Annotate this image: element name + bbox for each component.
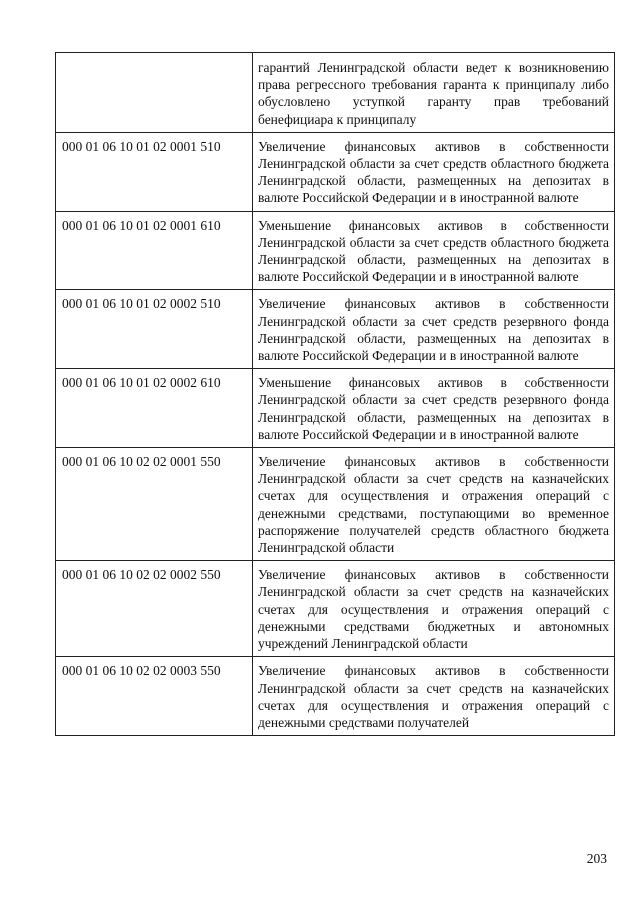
table-row	[56, 657, 615, 736]
code-cell	[56, 53, 253, 133]
code-cell: 000 01 06 10 01 02 0002 610	[56, 369, 253, 448]
description-cell: Увеличение финансовых активов в собственности Ленинградской области за счет средств на казначейских счетах для осуществления и отражения операций с денежными средствами получателей	[253, 657, 615, 736]
table-row	[56, 369, 615, 448]
description-cell: Уменьшение финансовых активов в собственности Ленинградской области за счет средств резервного фонда Ленинградской области, размещенных на депозитах в валюте Российской Федерации и в иностранной валюте	[253, 369, 615, 448]
code-cell: 000 01 06 10 02 02 0002 550	[56, 561, 253, 657]
table-row	[56, 290, 615, 369]
description-cell: Уменьшение финансовых активов в собственности Ленинградской области за счет средств областного бюджета Ленинградской области, размещенных на депозитах в валюте Российской Федерации и в иностранной валюте	[253, 211, 615, 290]
code-cell: 000 01 06 10 01 02 0002 510	[56, 290, 253, 369]
description-cell: Увеличение финансовых активов в собственности Ленинградской области за счет средств областного бюджета Ленинградской области, размещенных на депозитах в валюте Российской Федерации и в иностранной валюте	[253, 132, 615, 211]
description-cell: Увеличение финансовых активов в собственности Ленинградской области за счет средств на казначейских счетах для осуществления и отражения операций с денежными средствами бюджетных и автономных учреждений Ленинградской области	[253, 561, 615, 657]
table-row	[56, 448, 615, 561]
page-number: 203	[586, 851, 607, 866]
code-cell: 000 01 06 10 02 02 0003 550	[56, 657, 253, 736]
table-row	[56, 53, 615, 133]
budget-codes-table	[55, 52, 615, 736]
description-cell: Увеличение финансовых активов в собственности Ленинградской области за счет средств на казначейских счетах для осуществления и отражения операций с денежными средствами, поступающими во временное распоряжение получателей средств областного бюджета Ленинградской области	[253, 448, 615, 561]
code-cell: 000 01 06 10 01 02 0001 510	[56, 132, 253, 211]
description-cell: гарантий Ленинградской области ведет к возникновению права регрессного требования гаранта к принципалу либо обусловлено уступкой гаранту прав требований бенефициара к принципалу	[253, 53, 615, 133]
table-row	[56, 561, 615, 657]
code-cell: 000 01 06 10 01 02 0001 610	[56, 211, 253, 290]
description-cell: Увеличение финансовых активов в собственности Ленинградской области за счет средств резервного фонда Ленинградской области, размещенных на депозитах в валюте Российской Федерации и в иностранной валюте	[253, 290, 615, 369]
table-row	[56, 132, 615, 211]
table-row	[56, 211, 615, 290]
code-cell: 000 01 06 10 02 02 0001 550	[56, 448, 253, 561]
